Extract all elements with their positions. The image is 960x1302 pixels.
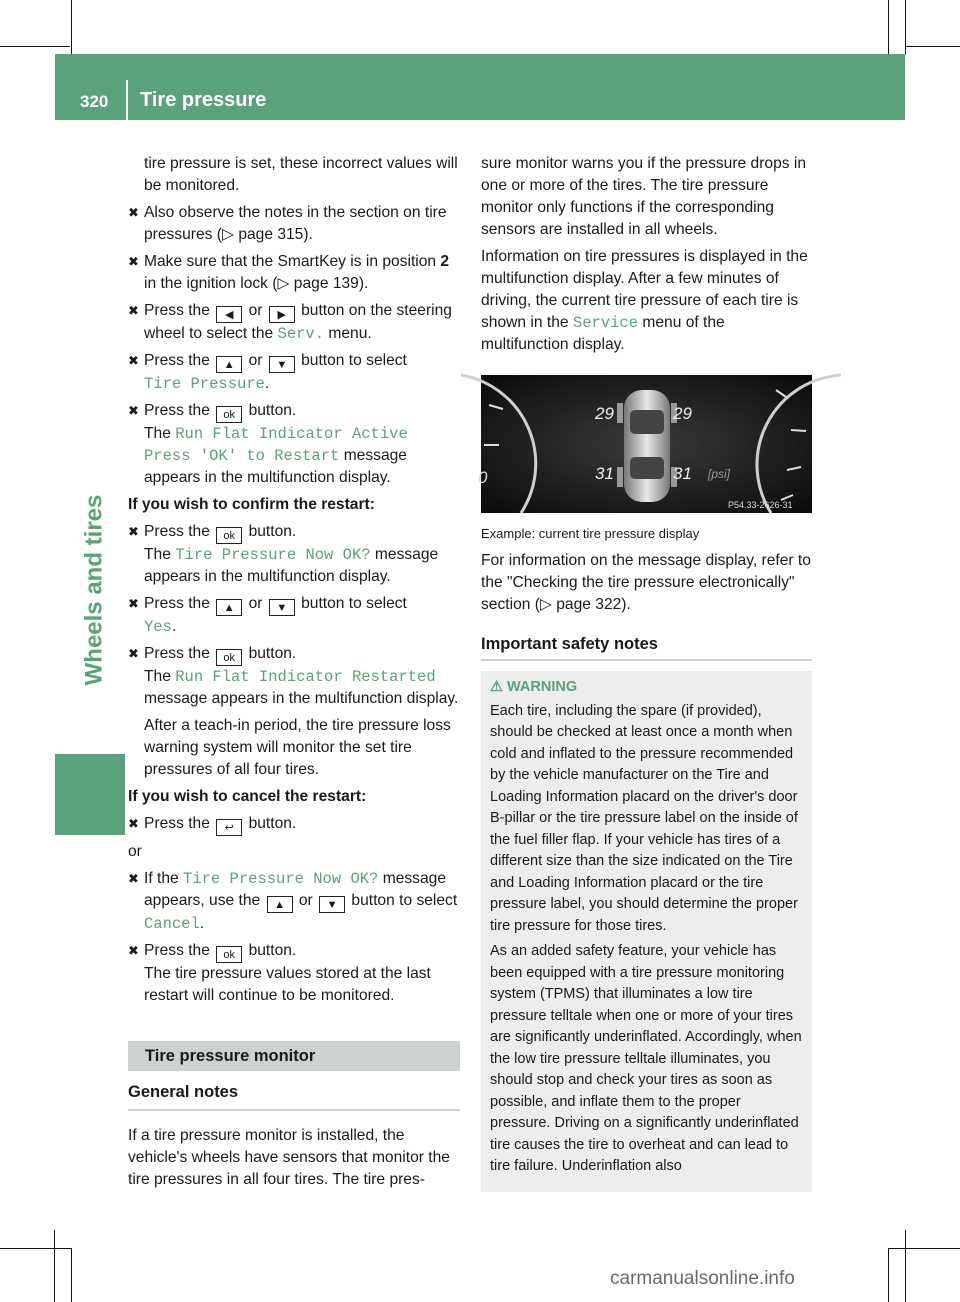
crop-mark: [54, 1230, 55, 1302]
step-text: Press the: [144, 815, 210, 832]
gauge-zero-label: 0: [478, 468, 488, 487]
figure-caption: Example: current tire pressure display: [481, 526, 700, 541]
right-column: [478, 153, 812, 1192]
step-text: Press the: [144, 402, 210, 419]
step: [128, 868, 460, 935]
watermark: carmanualsonline.info: [610, 1268, 795, 1289]
step-text: button to select: [301, 595, 407, 612]
step-marker-icon: ✖: [128, 403, 139, 418]
warning-triangle-icon: ⚠: [490, 679, 503, 695]
step-note: After a teach-in period, the tire pressure loss warning system will monitor the set tire pressures of all four tires.: [144, 717, 451, 778]
warning-text: As an added safety feature, your vehicle has been equipped with a tire pressure monitoring system (TPMS) that illuminates a low tire pressure telltale when one or more of your tires are significantly underinflated. Accordingly, when the low tire pressure telltale illuminates, you should stop and check your tires as soon as possible, and inflate them to the proper pressure. Driving on a significantly underinflated tire causes the tire to overheat and can lead to tire failure. Underinflation also: [490, 943, 802, 1174]
step-text: or: [248, 352, 263, 369]
crop-mark: [0, 1248, 72, 1249]
step-text: The: [144, 546, 171, 563]
section-title: Tire pressure monitor: [128, 1041, 460, 1071]
step-text: The tire pressure values stored at the last restart will continue to be monitored.: [144, 965, 431, 1004]
side-tab-label-wrap: [74, 430, 114, 750]
instrument-cluster-image: [478, 375, 812, 513]
display-message: Press 'OK' to Restart: [144, 447, 340, 465]
rear-right-pressure: 31: [673, 464, 692, 483]
step-marker-icon: ✖: [128, 943, 139, 958]
step-text: Make sure that the SmartKey is in position: [144, 253, 441, 270]
step-text: message appears, use the: [144, 870, 446, 909]
left-column: [128, 153, 460, 1196]
crop-mark: [71, 1248, 72, 1302]
step: [128, 350, 460, 395]
step-text: The: [144, 668, 171, 685]
step-marker-icon: ✖: [128, 646, 139, 661]
step: [128, 202, 460, 246]
step-text: Press the: [144, 302, 210, 319]
step-text: or: [298, 892, 313, 909]
front-right-pressure: 29: [673, 404, 692, 423]
back-button-icon: ↩: [216, 819, 242, 836]
crop-mark: [0, 46, 70, 47]
step: [128, 593, 460, 638]
warning-box: [481, 671, 812, 1192]
step-marker-icon: ✖: [128, 254, 139, 269]
step-text: button on the steering wheel to select the: [144, 302, 452, 342]
down-arrow-button-icon: ▼: [269, 356, 295, 373]
left-arrow-button-icon: ◀: [216, 306, 242, 323]
crop-mark: [888, 1248, 889, 1302]
paragraph-text: Information on tire pressures is displayed in the multifunction display. After a few minutes of driving, the current tire pressure of each tire is shown in the: [481, 248, 808, 331]
divider: [128, 1109, 460, 1111]
warning-text: Each tire, including the spare (if provided), should be checked at least once a month when cold and inflated to the pressure recommended by the vehicle manufacturer on the Tire and Loading Information placard on the driver's door B-pillar or the tire pressure label on the inside of the fuel filler flap. If your vehicle has tires of a different size than the size indicated on the Tire and Loading Information placard or the tire pressure label, you should determine the proper tire pressure for those tires.: [490, 702, 798, 934]
cancel-heading: If you wish to cancel the restart:: [128, 788, 367, 805]
key-position: 2: [440, 253, 450, 270]
warning-title-text: WARNING: [507, 679, 578, 695]
display-message: Tire Pressure Now OK?: [183, 870, 379, 888]
step-text: button.: [248, 523, 297, 540]
menu-code: Cancel: [144, 915, 200, 933]
paragraph: [481, 246, 812, 356]
step-text: or: [248, 595, 263, 612]
crop-mark: [906, 46, 960, 47]
warning-title: [490, 677, 803, 699]
front-left-pressure: 29: [595, 404, 614, 423]
down-arrow-button-icon: ▼: [319, 896, 345, 913]
step-text: Press the: [144, 645, 210, 662]
divider: [481, 659, 812, 661]
step-text: button to select: [301, 352, 407, 369]
step-text: button.: [248, 942, 297, 959]
step-text: .: [264, 375, 270, 392]
step-text: or: [248, 302, 263, 319]
down-arrow-button-icon: ▼: [269, 599, 295, 616]
figure-code: P54.33-2626-31: [728, 500, 793, 510]
step-marker-icon: ✖: [128, 816, 139, 831]
step-text: message appears in the multifunction display.: [144, 690, 459, 707]
crop-mark: [71, 0, 72, 54]
step-text: .: [199, 915, 205, 932]
general-notes-text: If a tire pressure monitor is installed, the vehicle's wheels have sensors that monitor the tire pressures in all four tires. The tire pres-: [128, 1127, 450, 1188]
menu-code: Service: [572, 314, 639, 332]
menu-code: Serv.: [277, 325, 325, 343]
display-message: Run Flat Indicator Active: [175, 425, 408, 443]
chapter-title: Tire pressure: [140, 89, 267, 111]
ok-button-icon: ok: [216, 406, 242, 423]
right-arrow-button-icon: ▶: [269, 306, 295, 323]
step: [128, 251, 460, 295]
step-text: button.: [248, 815, 297, 832]
step-text: menu.: [328, 325, 372, 342]
paragraph: For information on the message display, refer to the "Checking the tire pressure electronically" section (▷ page 322).: [481, 552, 811, 613]
up-arrow-button-icon: ▲: [267, 896, 293, 913]
paragraph: sure monitor warns you if the pressure drops in one or more of the tires. The tire pressure monitor only functions if the corresponding sensors are installed in all wheels.: [481, 155, 807, 238]
tire-pressure-display-figure: [478, 375, 812, 513]
section-subtitle: General notes: [128, 1083, 239, 1101]
step: [128, 300, 460, 345]
step-text: button.: [248, 402, 297, 419]
ok-button-icon: ok: [216, 946, 242, 963]
ok-button-icon: ok: [216, 649, 242, 666]
ok-button-icon: ok: [216, 527, 242, 544]
step-text: button.: [248, 645, 297, 662]
crop-mark: [905, 1230, 906, 1302]
display-message: Tire Pressure Now OK?: [175, 546, 371, 564]
step-text: Press the: [144, 352, 210, 369]
menu-code: Yes: [144, 618, 172, 636]
step-marker-icon: ✖: [128, 871, 139, 886]
step-text: in the ignition lock (▷ page 139).: [144, 275, 369, 292]
step: [128, 643, 460, 781]
or-text: or: [128, 843, 142, 860]
step-text: Press the: [144, 595, 210, 612]
paragraph-text: menu of the multifunction display.: [481, 314, 725, 353]
step: [128, 400, 460, 489]
step-text: If the: [144, 870, 179, 887]
header-divider: [126, 80, 128, 120]
step-marker-icon: ✖: [128, 353, 139, 368]
step-marker-icon: ✖: [128, 596, 139, 611]
important-heading: Important safety notes: [481, 635, 658, 653]
step-marker-icon: ✖: [128, 524, 139, 539]
step-text: message appears in the multifunction display.: [144, 447, 407, 486]
step-text: Also observe the notes in the section on tire pressures (▷ page 315).: [144, 204, 447, 243]
crop-mark: [888, 0, 889, 54]
intro-text: tire pressure is set, these incorrect values will be monitored.: [144, 155, 458, 194]
step-text: Press the: [144, 942, 210, 959]
up-arrow-button-icon: ▲: [216, 356, 242, 373]
step-text: Press the: [144, 523, 210, 540]
step: [128, 813, 460, 836]
rear-left-pressure: 31: [595, 464, 614, 483]
step-text: The: [144, 425, 171, 442]
step-text: .: [171, 618, 177, 635]
step-marker-icon: ✖: [128, 303, 139, 318]
up-arrow-button-icon: ▲: [216, 599, 242, 616]
step-text: button to select: [351, 892, 458, 909]
display-message: Run Flat Indicator Restarted: [175, 668, 436, 686]
side-tab-label: Wheels and tires: [80, 494, 108, 686]
step: [128, 940, 460, 1007]
step-marker-icon: ✖: [128, 205, 139, 220]
step-text: message appears in the multifunction display.: [144, 546, 439, 585]
step: [128, 521, 460, 588]
pressure-unit: [psi]: [708, 467, 731, 481]
side-tab: [55, 754, 125, 835]
confirm-heading: If you wish to confirm the restart:: [128, 496, 375, 513]
menu-code: Tire Pressure: [144, 375, 265, 393]
page-number: 320: [80, 92, 109, 111]
crop-mark: [888, 1248, 960, 1249]
